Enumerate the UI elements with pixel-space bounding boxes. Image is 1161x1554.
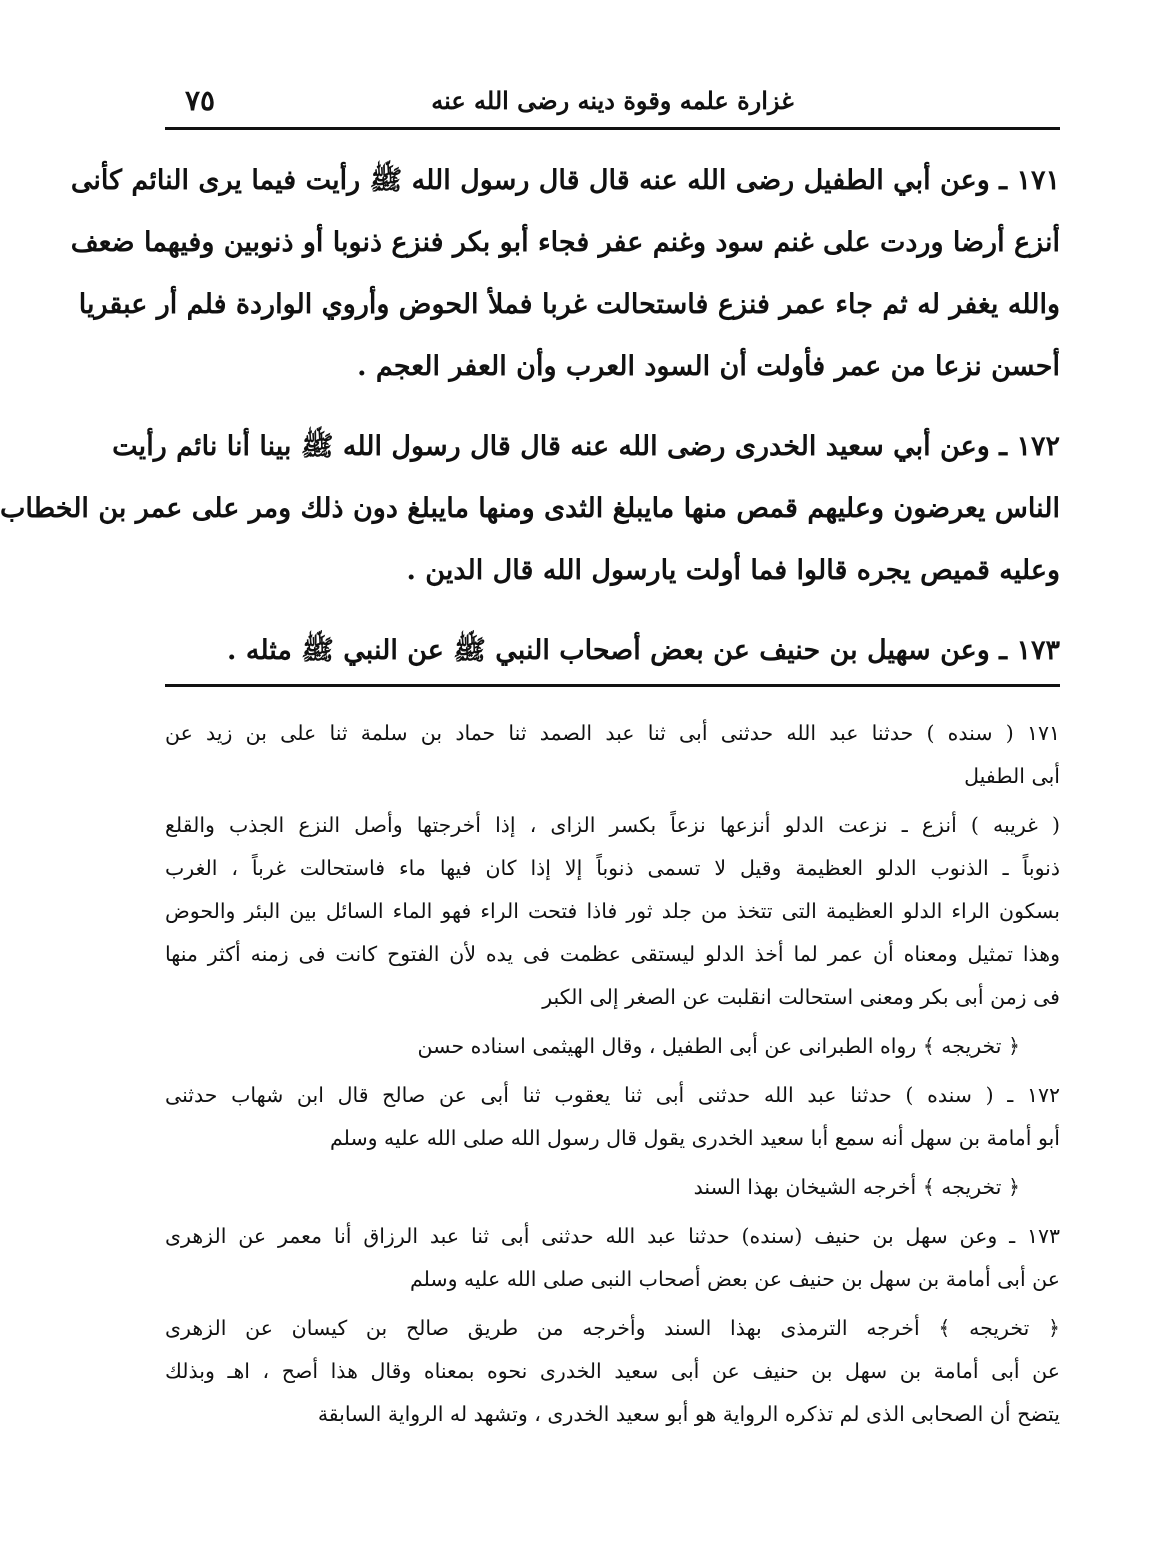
note-takhrij-173 [165,1307,1060,1436]
note-line: وهذا تمثيل ومعناه أن عمر لما أخذ الدلو ليستقى عظمت فى يده لأن الفتوح كانت فى زمنه أكثر منها [165,942,1060,966]
footnote-separator [165,684,1060,687]
note-line: أبى الطفيل [964,764,1060,788]
note-line: ( غريبه ) أنزع ـ نزعت الدلو أنزعها نزعاً بكسر الزاى ، إذا أخرجتها وأصل النزع الجذب والقلع [165,813,1060,837]
text-line: والله يغفر له ثم جاء عمر فنزع فاستحالت غربا فملأ الحوض وأروي الواردة فلم أر عبقريا [78,289,1060,320]
page-number: ٧٥ [185,84,216,117]
note-line: أبو أمامة بن سهل أنه سمع أبا سعيد الخدرى يقول قال رسول الله صلى الله عليه وسلم [330,1126,1060,1150]
note-line: ١٧٣ ـ وعن سهل بن حنيف (سنده) حدثنا عبد الله حدثنى أبى ثنا عبد الرزاق أنا معمر عن الزهرى [165,1224,1060,1248]
note-line: ١٧١ ( سنده ) حدثنا عبد الله حدثنى أبى ثنا عبد الصمد ثنا حماد بن سلمة ثنا على بن زيد عن [165,721,1060,745]
note-line: ﴿ تخريجه ﴾ رواه الطبرانى عن أبى الطفيل ، وقال الهيثمى اسناده حسن [417,1034,1020,1058]
note-line: ﴿ تخريجه ﴾ أخرجه الترمذى بهذا السند وأخرجه من طريق صالح بن كيسان عن الزهرى [165,1316,1060,1340]
hadith-172 [0,416,1060,602]
note-line: ذنوباً ـ الذنوب الدلو العظيمة وقيل لا تسمى ذنوباً إلا إذا كان فيها ماء فاستحالت غرباً ، الغرب [165,856,1060,880]
note-takhrij-172 [165,1166,1060,1209]
footnotes [165,712,1060,1442]
note-line: ﴿ تخريجه ﴾ أخرجه الشيخان بهذا السند [693,1175,1020,1199]
text-line: ١٧٢ ـ وعن أبي سعيد الخدرى رضى الله عنه قال قال رسول الله ﷺ بينا أنا نائم رأيت [112,431,1060,462]
hadith-171 [70,150,1060,398]
hadith-173 [165,620,1060,682]
note-isnad-171 [165,712,1060,798]
note-isnad-172 [165,1074,1060,1160]
note-isnad-173 [165,1215,1060,1301]
note-line: عن أبى أمامة بن سهل بن حنيف عن أبى سعيد الخدرى نحوه بمعناه وقال هذا أصح ، اهـ وبذلك [165,1359,1060,1383]
note-line: ١٧٢ ـ ( سنده ) حدثنا عبد الله حدثنى أبى ثنا يعقوب ثنا أبى عن صالح قال ابن شهاب حدثنى [165,1083,1060,1107]
note-line: يتضح أن الصحابى الذى لم تذكره الرواية هو أبو سعيد الخدرى ، وتشهد له الرواية السابقة [317,1402,1060,1426]
text-line: وعليه قميص يجره قالوا فما أولت يارسول الله قال الدين . [406,555,1060,586]
text-line: أنزع أرضا وردت على غنم سود وغنم عفر فجاء أبو بكر فنزع ذنوبا أو ذنوبين وفيهما ضعف [70,227,1060,258]
text-line: ١٧٣ ـ وعن سهيل بن حنيف عن بعض أصحاب النبي ﷺ عن النبي ﷺ مثله . [227,635,1060,666]
main-text [0,150,1060,700]
header-rule [165,127,1060,130]
note-gharib-171 [165,804,1060,1019]
note-line: عن أبى أمامة بن سهل بن حنيف عن بعض أصحاب النبى صلى الله عليه وسلم [409,1267,1060,1291]
running-title: غزارة علمه وقوة دينه رضى الله عنه [431,86,794,115]
note-line: بسكون الراء الدلو العظيمة التى تتخذ من جلد ثور فاذا فتحت الراء فهو الماء السائل بين البئر والحوض [165,899,1060,923]
note-takhrij-171 [165,1025,1060,1068]
note-line: فى زمن أبى بكر ومعنى استحالت انقلبت عن الصغر إلى الكبر [542,985,1060,1009]
text-line: أحسن نزعا من عمر فأولت أن السود العرب وأن العفر العجم . [357,351,1060,382]
page-header [165,80,1060,124]
text-line: الناس يعرضون وعليهم قمص منها مايبلغ الثدى ومنها مايبلغ دون ذلك ومر على عمر بن الخطاب [0,493,1060,524]
text-line: ١٧١ ـ وعن أبي الطفيل رضى الله عنه قال قال رسول الله ﷺ رأيت فيما يرى النائم كأنى [70,165,1060,196]
